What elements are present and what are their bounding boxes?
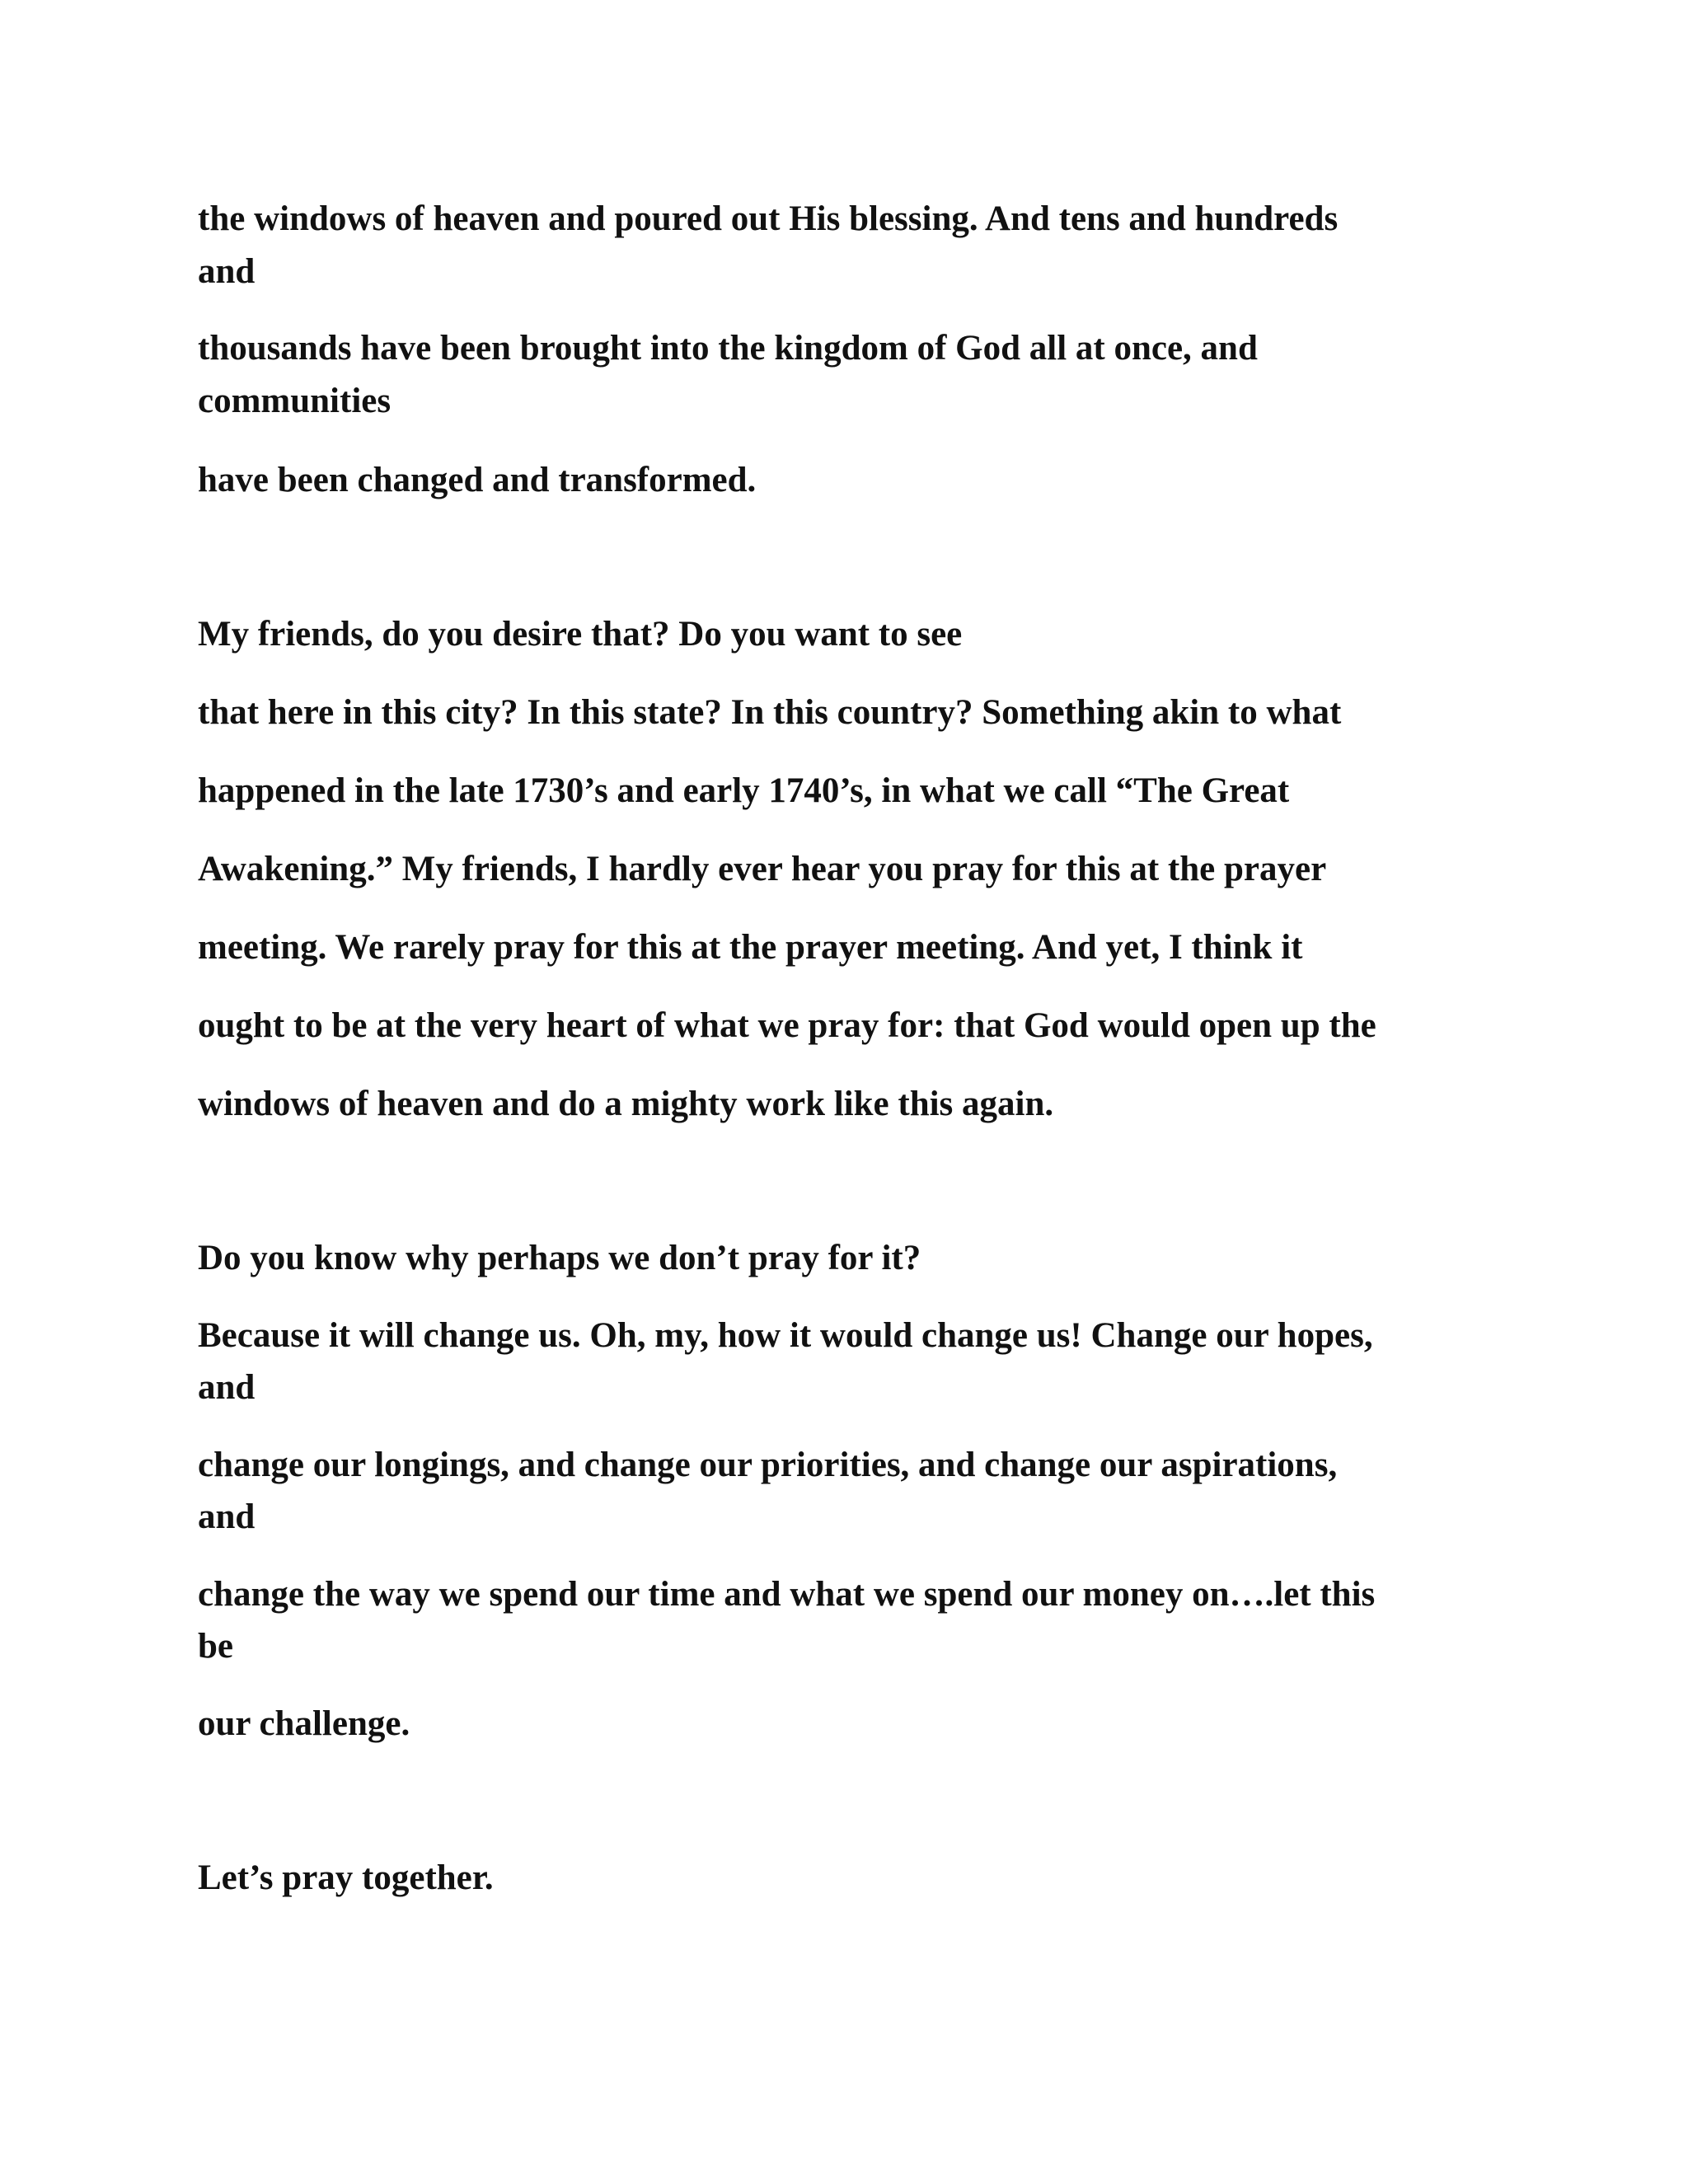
text-line: and [198, 252, 256, 291]
text-line: have been changed and transformed. [198, 461, 757, 499]
text-line: meeting. We rarely pray for this at the prayer meeting. And yet, I think it [198, 928, 1303, 967]
text-line: windows of heaven and do a mighty work like this again. [198, 1085, 1054, 1123]
text-line: communities [198, 382, 392, 420]
text-line: happened in the late 1730’s and early 1740’s, in what we call “The Great [198, 771, 1290, 810]
text-line: the windows of heaven and poured out His blessing. And tens and hundreds [198, 199, 1339, 238]
text-line: Because it will change us. Oh, my, how it would change us! Change our hopes, [198, 1316, 1373, 1355]
text-line: thousands have been brought into the kingdom of God all at once, and [198, 329, 1258, 368]
text-line: My friends, do you desire that? Do you want to see [198, 615, 963, 654]
text-line: Do you know why perhaps we don’t pray for it? [198, 1239, 921, 1277]
text-line: change our longings, and change our priorities, and change our aspirations, [198, 1446, 1338, 1484]
text-line: that here in this city? In this state? In this country? Something akin to what [198, 693, 1342, 732]
text-line: and [198, 1497, 256, 1536]
text-line: our challenge. [198, 1704, 410, 1743]
text-line: change the way we spend our time and what we spend our money on….let this [198, 1575, 1376, 1614]
text-line: and [198, 1368, 256, 1407]
text-line: ought to be at the very heart of what we pray for: that God would open up the [198, 1006, 1376, 1045]
text-line: Let’s pray together. [198, 1858, 494, 1897]
text-line: Awakening.” My friends, I hardly ever hear you pray for this at the prayer [198, 850, 1327, 888]
text-line: be [198, 1627, 233, 1666]
